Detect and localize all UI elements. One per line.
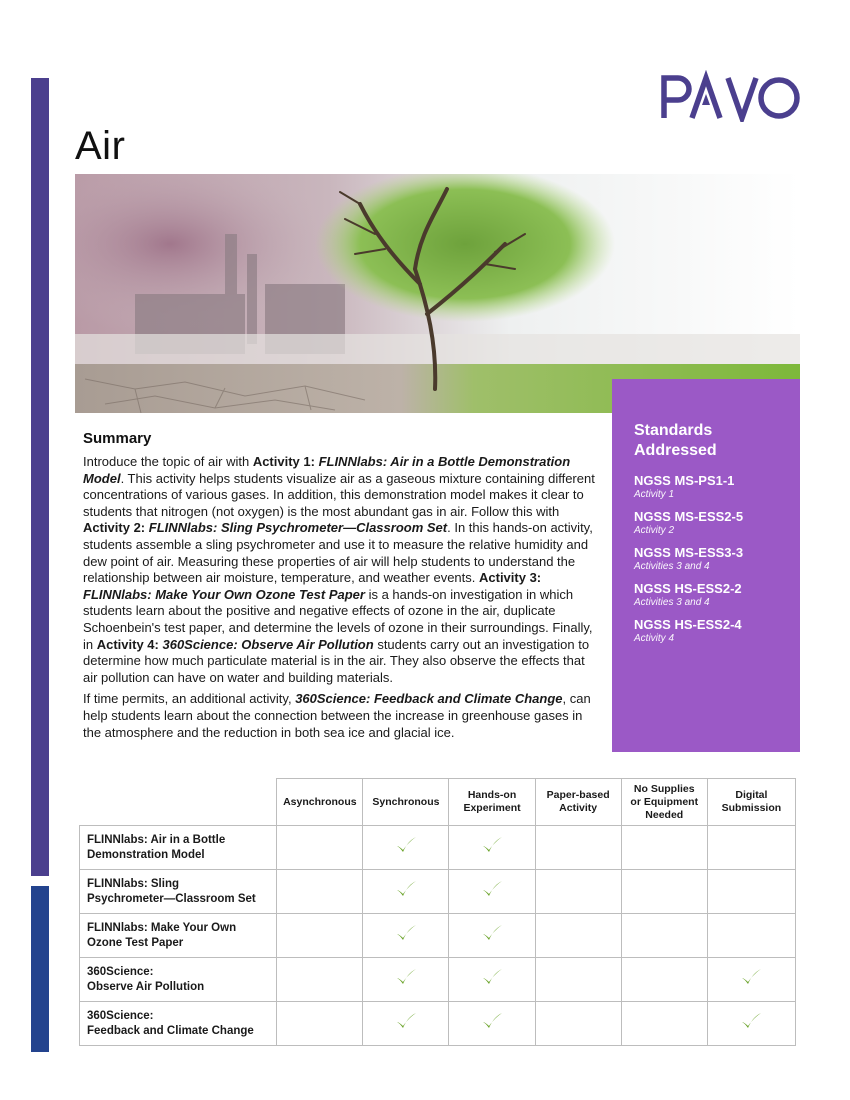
checkmark-icon	[481, 1011, 503, 1031]
checkmark-icon	[395, 923, 417, 943]
pavo-logo	[658, 70, 803, 122]
checked-cell	[707, 958, 795, 1002]
checkmark-icon	[481, 879, 503, 899]
empty-cell	[707, 870, 795, 914]
empty-cell	[535, 914, 621, 958]
empty-cell	[535, 870, 621, 914]
empty-cell	[535, 826, 621, 870]
standard-note: Activity 4	[634, 633, 675, 644]
page-title: Air	[75, 124, 126, 168]
empty-cell	[621, 958, 707, 1002]
empty-cell	[277, 826, 363, 870]
standards-addressed-panel	[612, 379, 800, 752]
column-header: Asynchronous	[277, 779, 363, 826]
standard-item	[634, 617, 782, 645]
table-corner-cell	[80, 779, 277, 826]
empty-cell	[277, 914, 363, 958]
left-accent-bar-blue	[31, 886, 49, 1052]
empty-cell	[621, 1002, 707, 1046]
activity-name-cell: 360Science: Observe Air Pollution	[80, 958, 277, 1002]
table-row	[80, 958, 796, 1002]
table-row	[80, 914, 796, 958]
standard-item	[634, 509, 782, 537]
standard-code: NGSS HS-ESS2-4	[634, 617, 742, 632]
column-header: Digital Submission	[707, 779, 795, 826]
empty-cell	[621, 826, 707, 870]
left-accent-bar-purple	[31, 78, 49, 876]
activity-name-cell: FLINNlabs: Air in a Bottle Demonstration Model	[80, 826, 277, 870]
standard-item	[634, 473, 782, 501]
column-header: Paper-based Activity	[535, 779, 621, 826]
checkmark-icon	[740, 967, 762, 987]
checkmark-icon	[481, 967, 503, 987]
summary-heading: Summary	[83, 430, 152, 447]
checked-cell	[363, 958, 449, 1002]
checked-cell	[449, 870, 535, 914]
empty-cell	[621, 914, 707, 958]
table-row	[80, 870, 796, 914]
checked-cell	[449, 826, 535, 870]
checkmark-icon	[481, 835, 503, 855]
empty-cell	[707, 826, 795, 870]
checkmark-icon	[395, 967, 417, 987]
standard-note: Activities 3 and 4	[634, 561, 710, 572]
table-row	[80, 1002, 796, 1046]
checked-cell	[449, 914, 535, 958]
checked-cell	[707, 1002, 795, 1046]
checked-cell	[449, 958, 535, 1002]
standards-heading: Standards Addressed	[634, 422, 717, 459]
standard-note: Activity 1	[634, 489, 675, 500]
standard-item	[634, 581, 782, 609]
standard-note: Activity 2	[634, 525, 675, 536]
hero-image	[75, 174, 800, 413]
checked-cell	[363, 1002, 449, 1046]
checkmark-icon	[395, 1011, 417, 1031]
column-header: Hands-on Experiment	[449, 779, 535, 826]
table-row	[80, 826, 796, 870]
checked-cell	[363, 870, 449, 914]
standard-code: NGSS MS-PS1-1	[634, 473, 735, 488]
summary-paragraph-additional: If time permits, an additional activity, 360Science: Feedback and Climate Change, can help students learn about the connection between the increase in greenhouse gases in the atmosphere and the reduction in both sea ice and glacial ice.	[83, 691, 591, 740]
column-header: No Supplies or Equipment Needed	[621, 779, 707, 826]
empty-cell	[277, 870, 363, 914]
checked-cell	[363, 914, 449, 958]
standard-code: NGSS MS-ESS2-5	[634, 509, 744, 524]
checkmark-icon	[740, 1011, 762, 1031]
checked-cell	[363, 826, 449, 870]
empty-cell	[621, 870, 707, 914]
standard-code: NGSS HS-ESS2-2	[634, 581, 742, 596]
summary-section	[83, 430, 598, 746]
standard-code: NGSS MS-ESS3-3	[634, 545, 744, 560]
checked-cell	[449, 1002, 535, 1046]
activity-name-cell: FLINNlabs: Sling Psychrometer—Classroom Set	[80, 870, 277, 914]
column-header: Synchronous	[363, 779, 449, 826]
checkmark-icon	[395, 879, 417, 899]
standard-note: Activities 3 and 4	[634, 597, 710, 608]
table-header-row	[80, 779, 796, 826]
empty-cell	[277, 958, 363, 1002]
checkmark-icon	[481, 923, 503, 943]
empty-cell	[535, 958, 621, 1002]
activity-name-cell: 360Science: Feedback and Climate Change	[80, 1002, 277, 1046]
empty-cell	[277, 1002, 363, 1046]
empty-cell	[707, 914, 795, 958]
activity-matrix-table	[79, 778, 796, 1046]
checkmark-icon	[395, 835, 417, 855]
summary-paragraph: Introduce the topic of air with Activity 1: FLINNlabs: Air in a Bottle Demonstration Model. This activity helps students visualize air as a gaseous mixture containing different concentrations of various gases. In addition, this demonstration model makes it clear to students that nitrogen (not oxygen) is the most abundant gas in air. Follow this with Activity 2: FLINNlabs: Sling Psychrometer—Classroom Set. In this hands-on activity, students assemble a sling psychrometer and use it to measure the relative humidity and dew point of air. Measuring these properties of air will help students to understand the relationship between air moisture, temperature, and weather events. Activity 3: FLINNlabs: Make Your Own Ozone Test Paper is a hands-on investigation in which students learn about the positive and negative effects of ozone in the air, duplicate Schoenbein's test paper, and determine the levels of ozone in their surroundings. Finally, in Activity 4: 360Science: Observe Air Pollution students carry out an investigation to determine how much particulate material is in the air. They also observe the effects that air pollution can have on water and building materials.	[83, 454, 595, 685]
activity-name-cell: FLINNlabs: Make Your Own Ozone Test Paper	[80, 914, 277, 958]
empty-cell	[535, 1002, 621, 1046]
standard-item	[634, 545, 782, 573]
